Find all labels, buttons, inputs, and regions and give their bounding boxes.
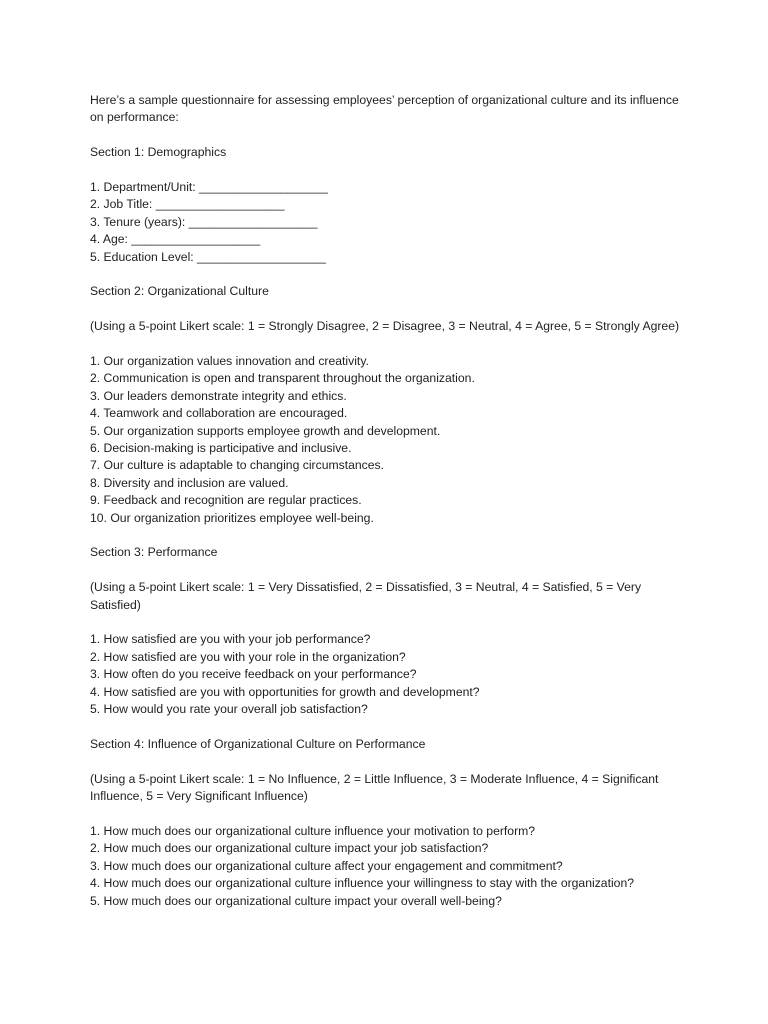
section-title: Section 4: Influence of Organizational Culture on Performance — [90, 736, 426, 751]
scale-description: (Using a 5-point Likert scale: 1 = No Influence, 2 = Little Influence, 3 = Moderate Influence, 4 = Significant Influence, 5 = Very Significant Influence) — [90, 771, 659, 804]
list-item: 4. How much does our organizational culture influence your willingness to stay with the organization? — [90, 876, 634, 891]
scale-description: (Using a 5-point Likert scale: 1 = Strongly Disagree, 2 = Disagree, 3 = Neutral, 4 = Agree, 5 = Strongly Agree) — [90, 319, 680, 334]
section-title: Section 3: Performance — [90, 545, 218, 560]
list-item: 2. How satisfied are you with your role in the organization? — [90, 649, 406, 664]
list-item: 4. How satisfied are you with opportunities for growth and development? — [90, 684, 480, 699]
list-item: 2. Job Title: ___________________ — [90, 197, 285, 212]
list-item: 3. How often do you receive feedback on your performance? — [90, 667, 417, 682]
list-item: 8. Diversity and inclusion are valued. — [90, 475, 289, 490]
list-item: 5. How would you rate your overall job satisfaction? — [90, 702, 368, 717]
list-item: 3. Tenure (years): ___________________ — [90, 214, 318, 229]
list-item: 3. How much does our organizational culture affect your engagement and commitment? — [90, 858, 563, 873]
list-item: 1. How satisfied are you with your job performance? — [90, 632, 371, 647]
section-title: Section 1: Demographics — [90, 145, 227, 160]
list-item: 2. Communication is open and transparent throughout the organization. — [90, 371, 475, 386]
list-item: 5. How much does our organizational culture impact your overall well-being? — [90, 893, 502, 908]
section-title: Section 2: Organizational Culture — [90, 284, 269, 299]
list-item: 10. Our organization prioritizes employee well-being. — [90, 510, 374, 525]
list-item: 7. Our culture is adaptable to changing circumstances. — [90, 458, 385, 473]
scale-description: (Using a 5-point Likert scale: 1 = Very Dissatisfied, 2 = Dissatisfied, 3 = Neutral, 4 = Satisfied, 5 = Very Satisfied) — [90, 580, 642, 612]
intro-paragraph: Here’s a sample questionnaire for assessing employees’ perception of organizational culture and its influence on performance: — [90, 93, 679, 125]
demographics-list — [90, 179, 690, 266]
performance-list — [90, 631, 690, 718]
list-item: 1. Department/Unit: ___________________ — [90, 180, 328, 194]
list-item: 5. Our organization supports employee growth and development. — [90, 423, 441, 438]
list-item: 3. Our leaders demonstrate integrity and ethics. — [90, 388, 347, 403]
list-item: 9. Feedback and recognition are regular practices. — [90, 493, 362, 508]
list-item: 5. Education Level: ___________________ — [90, 249, 326, 264]
influence-list — [90, 823, 690, 910]
list-item: 6. Decision-making is participative and inclusive. — [90, 441, 352, 456]
list-item: 1. How much does our organizational culture influence your motivation to perform? — [90, 823, 536, 838]
list-item: 2. How much does our organizational culture impact your job satisfaction? — [90, 841, 489, 856]
list-item: 1. Our organization values innovation and creativity. — [90, 354, 369, 369]
document-page — [90, 92, 690, 910]
culture-list — [90, 353, 690, 527]
list-item: 4. Age: ___________________ — [90, 232, 261, 247]
list-item: 4. Teamwork and collaboration are encouraged. — [90, 406, 348, 421]
